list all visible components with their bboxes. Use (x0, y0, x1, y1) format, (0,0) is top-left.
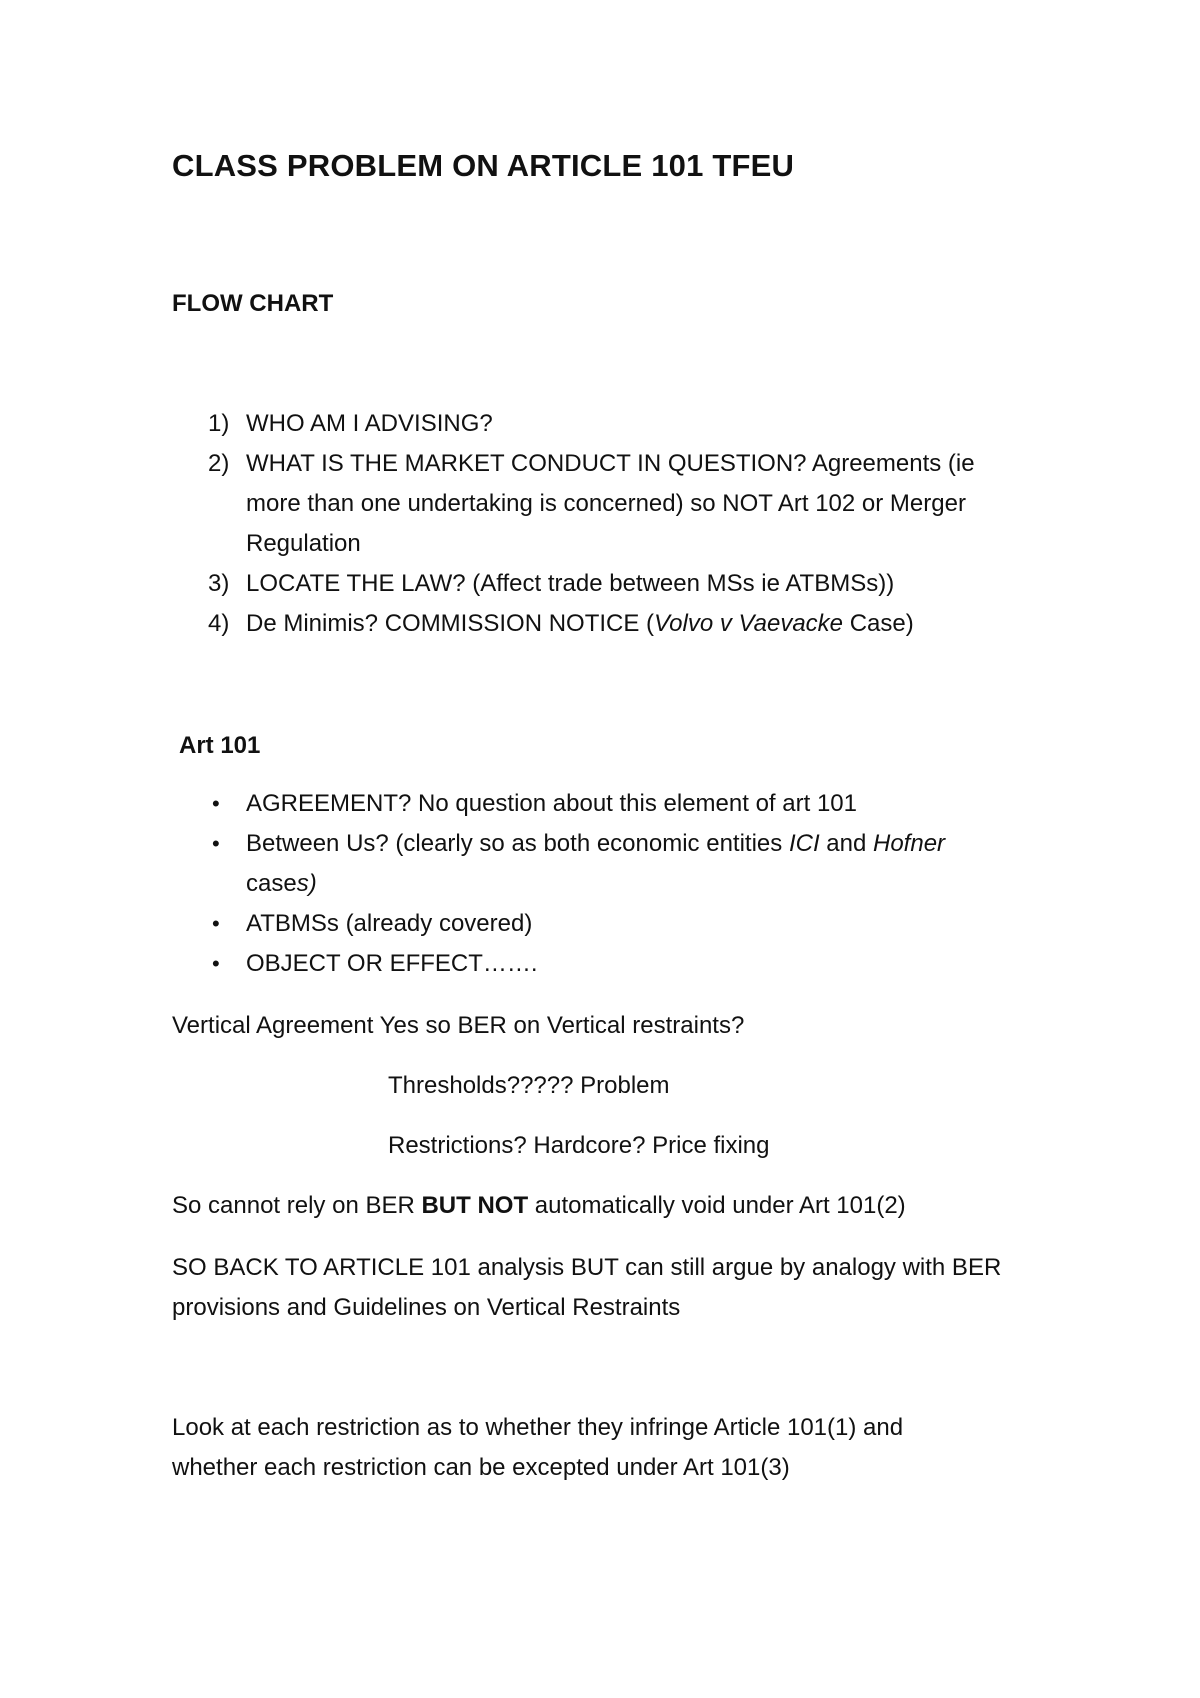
list-item-number: 1) (208, 410, 230, 437)
text-segment: automatically void under Art 101(2) (528, 1192, 906, 1219)
list-item-text: WHO AM I ADVISING? (246, 410, 493, 437)
case-name: Hofner (873, 830, 946, 857)
list-item-text (246, 606, 914, 642)
emphasis: BUT NOT (421, 1192, 529, 1219)
text-segment: De Minimis? COMMISSION NOTICE ( (246, 610, 655, 637)
list-item-text: LOCATE THE LAW? (Affect trade between MSs ie ATBMSs)) (246, 570, 895, 597)
look-paragraph-line-2: whether each restriction can be excepted under Art 101(3) (172, 1454, 790, 1481)
back-paragraph-line-1: SO BACK TO ARTICLE 101 analysis BUT can still argue by analogy with BER (172, 1254, 1002, 1281)
back-paragraph-line-2: provisions and Guidelines on Vertical Restraints (172, 1294, 681, 1321)
document-title: CLASS PROBLEM ON ARTICLE 101 TFEU (172, 148, 795, 183)
list-item-text-line-2 (246, 866, 317, 902)
case-name: ICI (788, 830, 820, 857)
restrictions-line: Restrictions? Hardcore? Price fixing (388, 1132, 770, 1159)
list-item-text-line-1 (246, 826, 945, 862)
text-segment: case (246, 870, 297, 897)
list-item-text: OBJECT OR EFFECT……. (246, 950, 538, 977)
list-item-number: 3) (208, 570, 230, 597)
list-item-text-line-2: more than one undertaking is concerned) so NOT Art 102 or Merger (246, 490, 966, 517)
look-paragraph-line-1: Look at each restriction as to whether they infringe Article 101(1) and (172, 1414, 904, 1441)
text-segment: Case) (843, 610, 914, 637)
list-item-text: ATBMSs (already covered) (246, 910, 533, 937)
list-item-text-line-1: WHAT IS THE MARKET CONDUCT IN QUESTION? Agreements (ie (246, 450, 975, 477)
case-name: Volvo v Vaevacke (654, 610, 844, 637)
bullet-icon: • (212, 791, 220, 816)
bullet-icon: • (212, 831, 220, 856)
text-segment: and (819, 830, 873, 857)
bullet-icon: • (212, 911, 220, 936)
bullet-icon: • (212, 951, 220, 976)
text-segment: So cannot rely on BER (172, 1192, 422, 1219)
list-item-text: AGREEMENT? No question about this element of art 101 (246, 790, 857, 817)
list-item-text-line-3: Regulation (246, 530, 361, 557)
vertical-agreement-paragraph: Vertical Agreement Yes so BER on Vertical restraints? (172, 1012, 745, 1039)
flow-chart-heading: FLOW CHART (172, 290, 334, 317)
text-segment-italic: s) (296, 870, 317, 897)
list-item-number: 4) (208, 610, 230, 637)
list-item-number: 2) (208, 450, 230, 477)
art101-heading: Art 101 (179, 732, 261, 759)
rely-paragraph (172, 1188, 906, 1224)
text-segment: Between Us? (clearly so as both economic entities (246, 830, 789, 857)
thresholds-line: Thresholds????? Problem (388, 1072, 670, 1099)
